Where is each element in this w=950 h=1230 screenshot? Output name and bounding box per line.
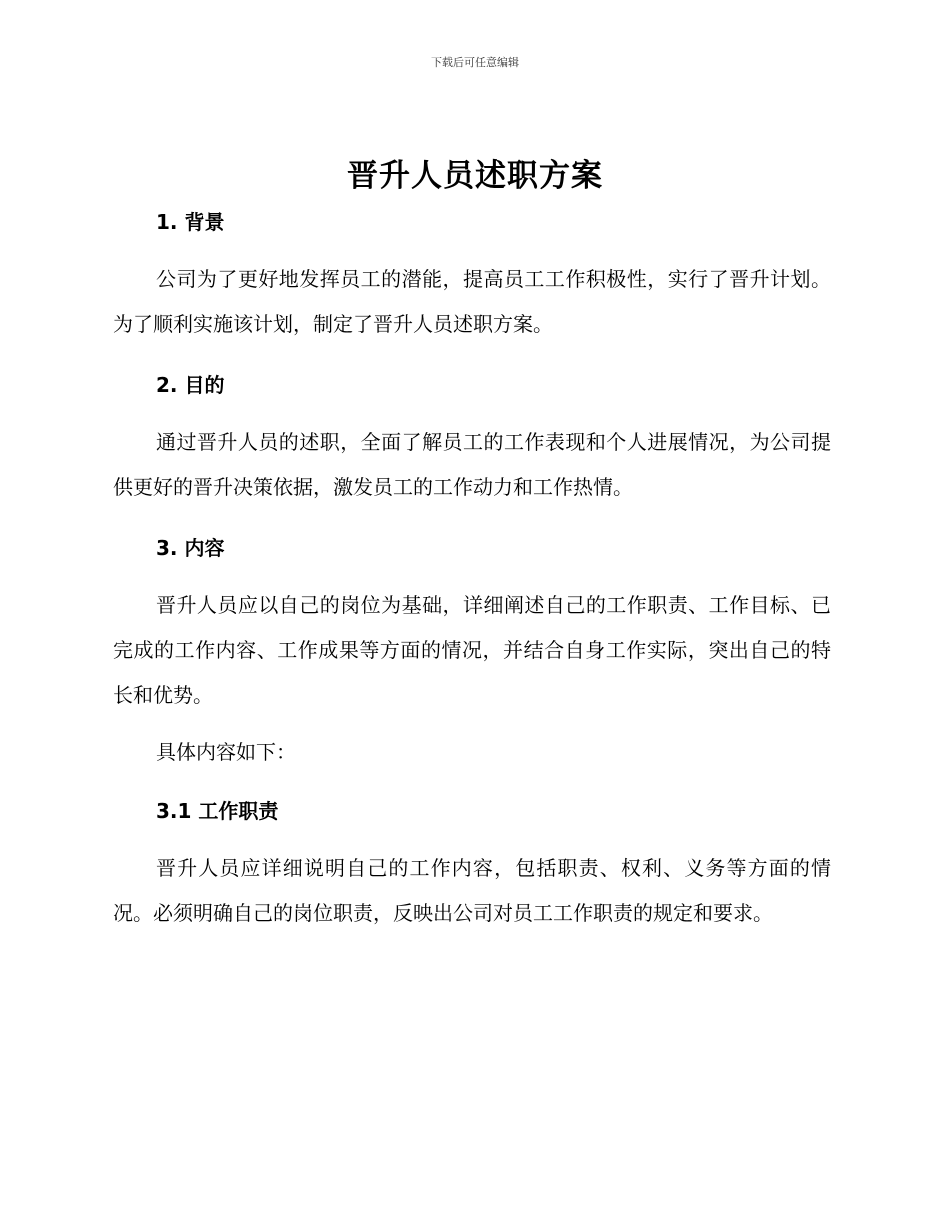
header-note: 下载后可任意编辑 bbox=[431, 56, 519, 69]
section-heading-job-duties: 3.1 工作职责 bbox=[156, 799, 279, 823]
document-title: 晋升人员述职方案 bbox=[347, 158, 603, 194]
section-paragraph-content: 晋升人员应以自己的岗位为基础，详细阐述自己的工作职责、工作目标、已完成的工作内容、工作成果等方面的情况，并结合自身工作实际，突出自己的特长和优势。 bbox=[113, 593, 831, 707]
section-paragraph-job-duties: 晋升人员应详细说明自己的工作内容，包括职责、权利、义务等方面的情况。必须明确自己的岗位职责，反映出公司对员工工作职责的规定和要求。 bbox=[113, 856, 831, 925]
section-heading-background: 1. 背景 bbox=[156, 210, 225, 234]
section-heading-content: 3. 内容 bbox=[156, 536, 225, 560]
document-body bbox=[113, 200, 831, 936]
section-heading-purpose: 2. 目的 bbox=[156, 373, 225, 397]
section-paragraph-purpose: 通过晋升人员的述职，全面了解员工的工作表现和个人进展情况，为公司提供更好的晋升决策依据，激发员工的工作动力和工作热情。 bbox=[113, 430, 831, 499]
section-paragraph-background: 公司为了更好地发挥员工的潜能，提高员工工作积极性，实行了晋升计划。为了顺利实施该计划，制定了晋升人员述职方案。 bbox=[113, 267, 831, 336]
section-paragraph-content-intro: 具体内容如下： bbox=[156, 740, 296, 764]
